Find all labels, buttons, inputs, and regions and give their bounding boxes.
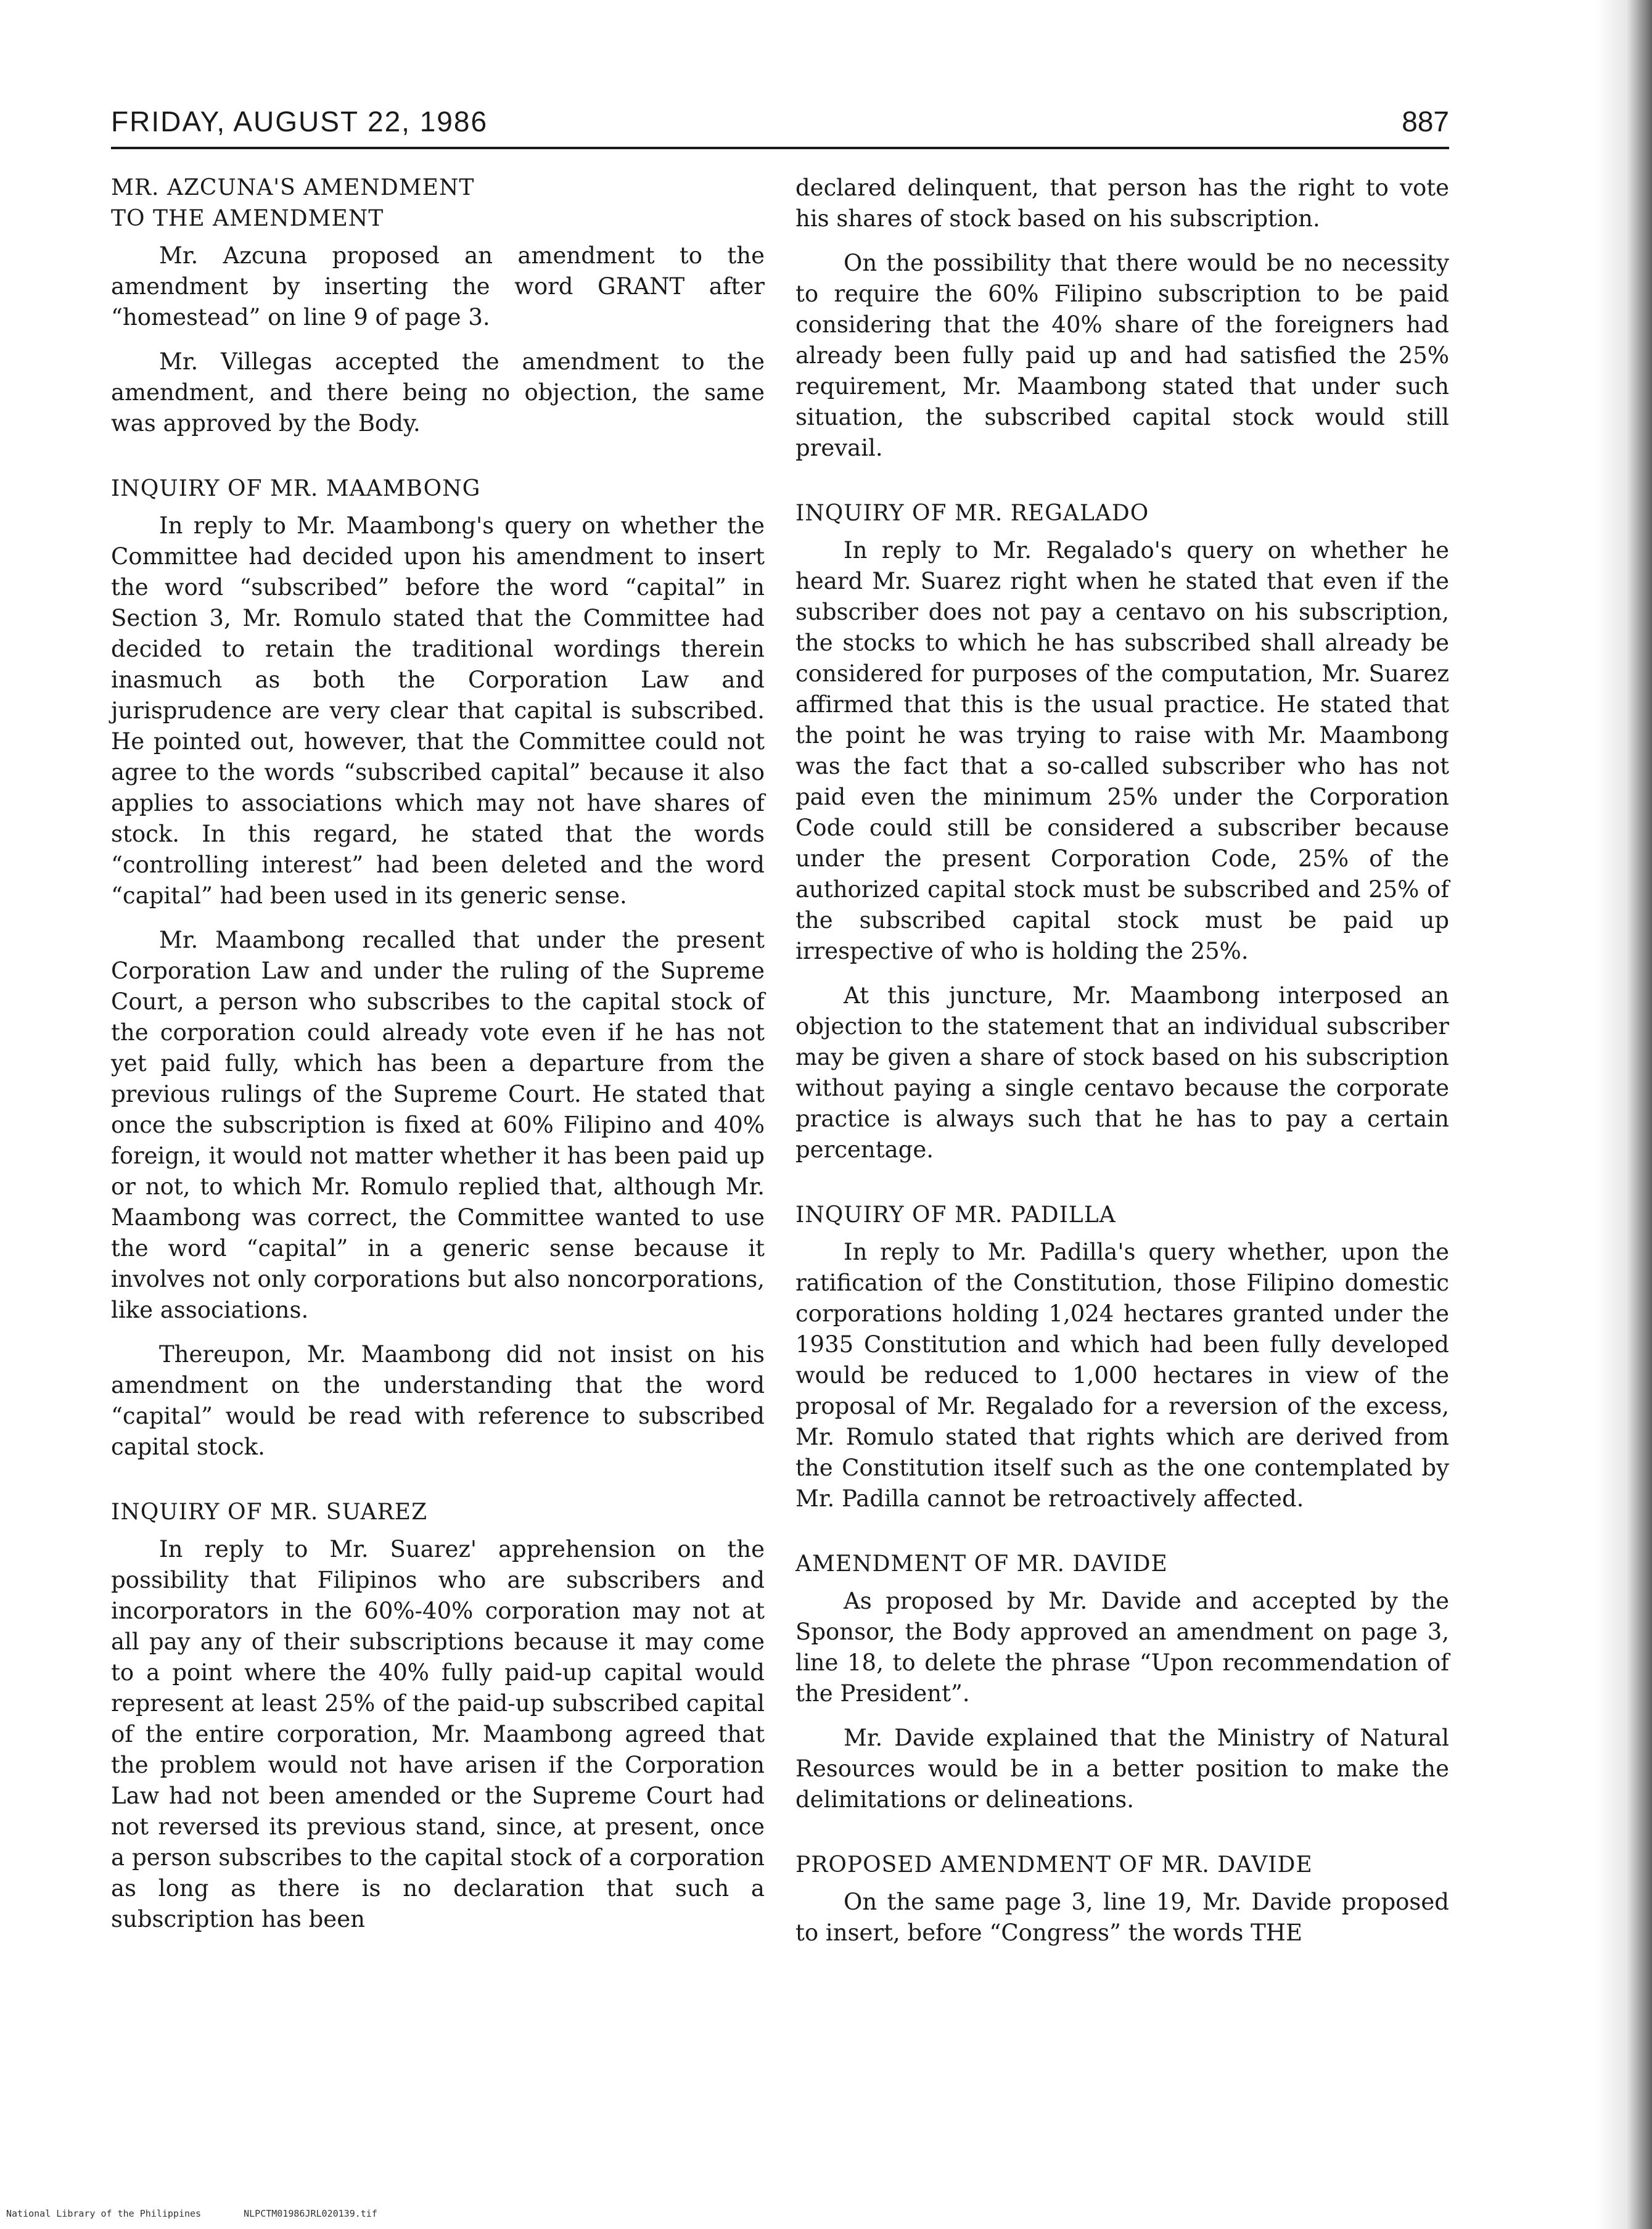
- section-heading: INQUIRY OF MR. REGALADO: [795, 501, 1149, 526]
- section-inquiry-maambong: [111, 474, 765, 1463]
- section-heading: PROPOSED AMENDMENT OF MR. DAVIDE: [795, 1852, 1313, 1878]
- section-amendment-davide: [795, 1549, 1449, 1815]
- file-id: NLPCTM01986JRL020139.tif: [244, 2208, 377, 2219]
- library-name: National Library of the Philippines: [6, 2208, 202, 2219]
- right-column: [795, 173, 1449, 1983]
- section-heading: INQUIRY OF MR. SUAREZ: [111, 1500, 428, 1525]
- paragraph-continued: declared delinquent, that person has the right to vote his shares of stock based on his subscription.: [795, 174, 1449, 232]
- paragraph: At this juncture, Mr. Maambong interposed an objection to the statement that an individual subscriber may be given a share of stock based on his subscription without paying a single centavo because the corporate practice is always such that he has to pay a certain percentage.: [795, 982, 1449, 1163]
- section-heading: INQUIRY OF MR. MAAMBONG: [111, 476, 481, 501]
- page-number: 887: [1402, 105, 1449, 138]
- paragraph: In reply to Mr. Regalado's query on whether he heard Mr. Suarez right when he stated that even if the subscriber does not pay a centavo on his subscription, the stocks to which he has subscribed shall already be considered for purposes of the computation, Mr. Suarez affirmed that this is the usual practice. He stated that the point he was trying to raise with Mr. Maambong was the fact that a so-called subscriber who has not paid even the minimum 25% under the Corporation Code could still be considered a subscriber because under the present Corporation Code, 25% of the authorized capital stock must be subscribed and 25% of the subscribed capital stock must be paid up irrespective of who is holding the 25%.: [795, 537, 1449, 964]
- paragraph: In reply to Mr. Padilla's query whether, upon the ratification of the Constitution, those Filipino domestic corporations holding 1,024 hectares granted under the 1935 Constitution and which had been fully developed would be reduced to 1,000 hectares in view of the proposal of Mr. Regalado for a reversion of the excess, Mr. Romulo stated that rights which are derived from the Constitution itself such as the one contemplated by Mr. Padilla cannot be retroactively affected.: [795, 1239, 1449, 1512]
- section-azcuna-amendment: [111, 173, 765, 439]
- paragraph: Mr. Villegas accepted the amendment to the amendment, and there being no objection, the same was approved by the Body.: [111, 348, 765, 437]
- paragraph: In reply to Mr. Maambong's query on whether the Committee had decided upon his amendment to insert the word “subscribed” before the word “capital” in Section 3, Mr. Romulo stated that the Committee had decided to retain the traditional wordings therein inasmuch as both the Corporation Law and jurisprudence are very clear that capital is subscribed. He pointed out, however, that the Committee could not agree to the words “subscribed capital” because it also applies to associations which may not have shares of stock. In this regard, he stated that the words “controlling interest” had been deleted and the word “capital” had been used in its generic sense.: [111, 512, 765, 909]
- section-proposed-amendment-davide: [795, 1850, 1449, 1948]
- heading-line: MR. AZCUNA'S AMENDMENT: [111, 175, 475, 200]
- paragraph: Mr. Davide explained that the Ministry of Natural Resources would be in a better position to make the delimitations or delineations.: [795, 1725, 1449, 1813]
- paragraph: On the possibility that there would be no necessity to require the 60% Filipino subscription to be paid considering that the 40% share of the foreigners had already been fully paid up and had satisfied the 25% requirement, Mr. Maambong stated that under such situation, the subscribed capital stock would still prevail.: [795, 250, 1449, 461]
- paragraph: In reply to Mr. Suarez' apprehension on the possibility that Filipinos who are subscribers and incorporators in the 60%-40% corporation may not at all pay any of their subscriptions because it may come to a point where the 40% fully paid-up capital would represent at least 25% of the paid-up subscribed capital of the entire corporation, Mr. Maambong agreed that the problem would not have arisen if the Corporation Law had not been amended or the Supreme Court had not reversed its previous stand, since, at present, once a person subscribes to the capital stock of a corporation as long as there is no declaration that such a subscription has been: [111, 1536, 765, 1932]
- scan-footer: [6, 2208, 414, 2219]
- section-inquiry-suarez: [111, 1497, 765, 1935]
- section-heading: INQUIRY OF MR. PADILLA: [795, 1202, 1116, 1228]
- header-rule: [111, 147, 1449, 149]
- section-inquiry-regalado: [795, 498, 1449, 1165]
- scan-edge-shadow: [1597, 0, 1652, 2229]
- paragraph: On the same page 3, line 19, Mr. Davide proposed to insert, before “Congress” the words THE: [795, 1889, 1449, 1946]
- paragraph: Mr. Azcuna proposed an amendment to the amendment by inserting the word GRANT after “homestead” on line 9 of page 3.: [111, 242, 765, 330]
- section-continued-suarez: [795, 173, 1449, 464]
- paragraph: As proposed by Mr. Davide and accepted by the Sponsor, the Body approved an amendment on page 3, line 18, to delete the phrase “Upon recommendation of the President”.: [795, 1588, 1449, 1707]
- section-inquiry-padilla: [795, 1200, 1449, 1514]
- paragraph: Mr. Maambong recalled that under the present Corporation Law and under the ruling of the Supreme Court, a person who subscribes to the capital stock of the corporation could already vote even if he has not yet paid fully, which has been a departure from the previous rulings of the Supreme Court. He stated that once the subscription is fixed at 60% Filipino and 40% foreign, it would not matter whether it has been paid up or not, to which Mr. Romulo replied that, although Mr. Maambong was correct, the Committee wanted to use the word “capital” in a generic sense because it involves not only corporations but also noncorporations, like associations.: [111, 927, 765, 1323]
- heading-line: TO THE AMENDMENT: [111, 206, 384, 231]
- section-heading: [111, 173, 765, 234]
- section-heading: AMENDMENT OF MR. DAVIDE: [795, 1551, 1168, 1577]
- paragraph: Thereupon, Mr. Maambong did not insist on his amendment on the understanding that the word “capital” would be read with reference to subscribed capital stock.: [111, 1341, 765, 1460]
- header-date: FRIDAY, AUGUST 22, 1986: [111, 105, 488, 138]
- left-column: [111, 173, 765, 1969]
